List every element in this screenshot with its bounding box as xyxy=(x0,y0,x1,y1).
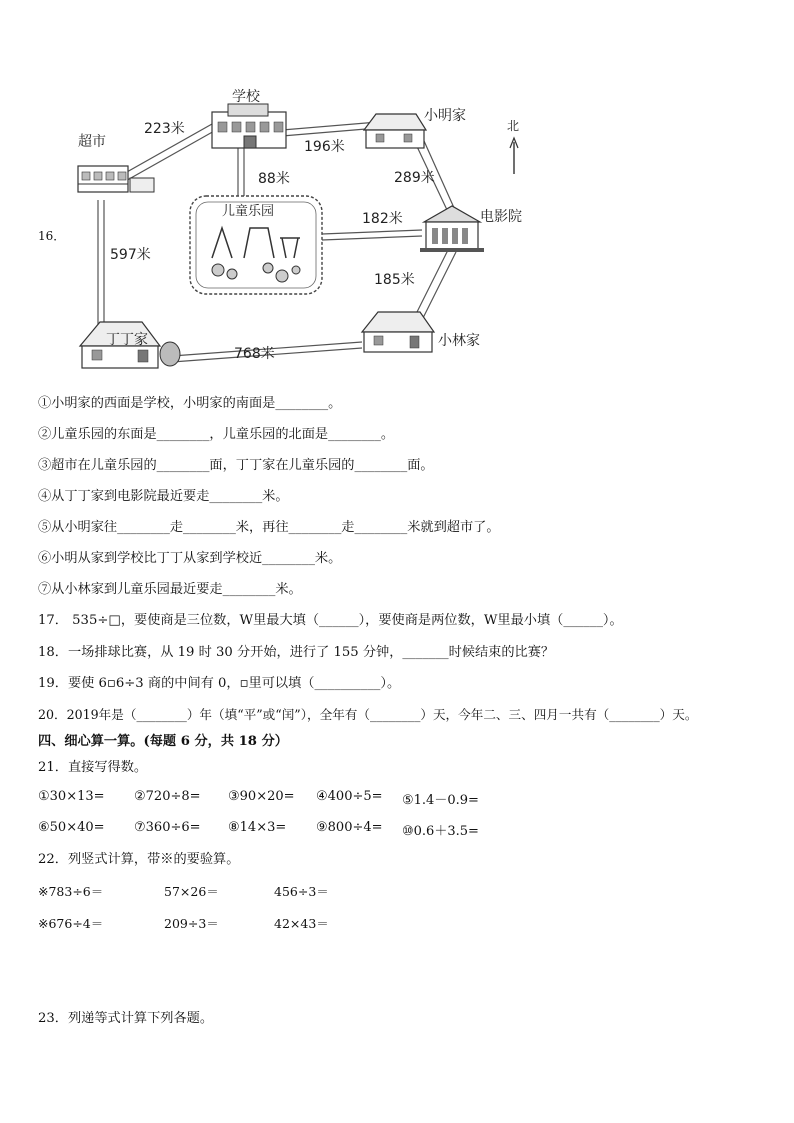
label-dingding-home: 丁丁家 xyxy=(106,332,148,348)
distance-dingding-xiaolin: 768米 xyxy=(234,346,275,362)
distance-super-dingding: 597米 xyxy=(110,247,151,263)
distance-school-xiaoming: 196米 xyxy=(304,139,345,155)
q22-calc-1: ※783÷6＝ xyxy=(38,884,104,899)
xiaoming-home-icon xyxy=(364,114,426,148)
question-21-title: 21．直接写得数。 xyxy=(38,760,148,775)
label-north: 北 xyxy=(507,119,520,133)
question-20: 20．2019年是（________）年（填“平”或“闰”），全年有（________）天，今年二、三、四月一共有（________）天。 xyxy=(38,707,698,722)
q21-calc-6: ⑥50×40= xyxy=(38,820,105,835)
map-diagram xyxy=(60,82,540,382)
question-23: 23．列递等式计算下列各题。 xyxy=(38,1011,214,1026)
north-arrow-icon xyxy=(510,138,518,174)
q21-calc-4: ④400÷5= xyxy=(316,789,383,804)
q22-calc-3: 456÷3＝ xyxy=(274,884,329,899)
q22-calc-2: 57×26＝ xyxy=(164,884,219,899)
school-icon xyxy=(212,104,286,148)
q16-item-1: ①小明家的西面是学校，小明家的南面是________。 xyxy=(38,396,342,411)
q21-calc-7: ⑦360÷6= xyxy=(134,820,201,835)
label-xiaoming-home: 小明家 xyxy=(424,108,466,124)
question-18: 18．一场排球比赛，从 19 时 30 分开始，进行了 155 分钟，_______时候结束的比赛？ xyxy=(38,645,555,660)
distance-super-school: 223米 xyxy=(144,121,185,137)
section-4-heading: 四、细心算一算。(每题 6 分，共 18 分） xyxy=(38,734,288,749)
cinema-icon xyxy=(420,206,484,252)
label-school: 学校 xyxy=(232,89,260,105)
q22-calc-4: ※676÷4＝ xyxy=(38,916,104,931)
q22-calc-5: 209÷3＝ xyxy=(164,916,219,931)
question-22-title: 22．列竖式计算，带※的要验算。 xyxy=(38,852,240,867)
q16-item-7: ⑦从小林家到儿童乐园最近要走________米。 xyxy=(38,582,302,597)
label-xiaolin-home: 小林家 xyxy=(438,333,480,349)
q21-calc-3: ③90×20= xyxy=(228,789,295,804)
supermarket-icon xyxy=(78,166,154,192)
q16-item-3: ③超市在儿童乐园的________面，丁丁家在儿童乐园的________面。 xyxy=(38,458,434,473)
q21-calc-5: ⑤1.4－0.9= xyxy=(402,793,479,808)
label-cinema: 电影院 xyxy=(480,209,522,225)
question-16-number: 16． xyxy=(38,229,66,243)
distance-school-park: 88米 xyxy=(258,171,290,187)
q21-calc-1: ①30×13= xyxy=(38,789,105,804)
q16-item-4: ④从丁丁家到电影院最近要走________米。 xyxy=(38,489,289,504)
question-19: 19．要使 6▫6÷3 商的中间有 0，▫里可以填（__________）。 xyxy=(38,676,401,691)
question-17: 17． 535÷□，要使商是三位数，W里最大填（______），要使商是两位数，W里最小填（______）。 xyxy=(38,613,623,628)
distance-xiaoming-cinema: 289米 xyxy=(394,170,435,186)
q16-item-6: ⑥小明从家到学校比丁丁从家到学校近________米。 xyxy=(38,551,342,566)
q22-calc-6: 42×43＝ xyxy=(274,916,329,931)
q21-calc-9: ⑨800÷4= xyxy=(316,820,383,835)
q16-item-5: ⑤从小明家往________走________米，再往________走________米就到超市了。 xyxy=(38,520,500,535)
q21-calc-8: ⑧14×3= xyxy=(228,820,287,835)
q16-item-2: ②儿童乐园的东面是________，儿童乐园的北面是________。 xyxy=(38,427,395,442)
xiaolin-home-icon xyxy=(362,312,434,352)
label-park: 儿童乐园 xyxy=(222,204,275,219)
distance-park-cinema: 182米 xyxy=(362,211,403,227)
label-supermarket: 超市 xyxy=(78,134,106,150)
q21-calc-10: ⑩0.6＋3.5= xyxy=(402,824,479,839)
q21-calc-2: ②720÷8= xyxy=(134,789,201,804)
distance-cinema-xiaolin: 185米 xyxy=(374,272,415,288)
